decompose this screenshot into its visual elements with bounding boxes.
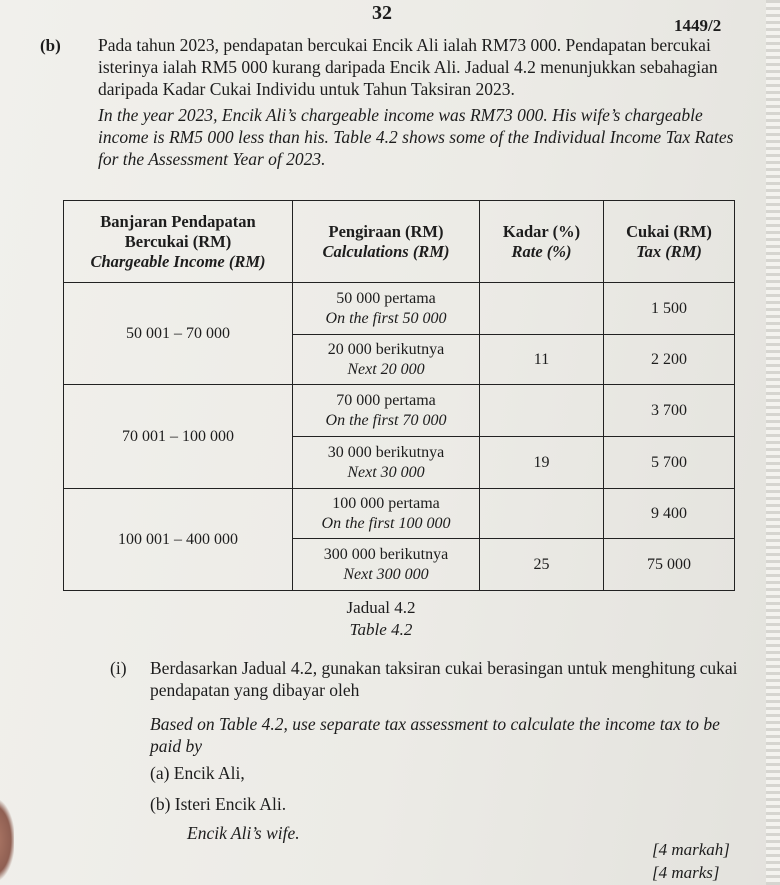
intro-english: In the year 2023, Encik Ali’s chargeable income was RM73 000. His wife’s chargeable income is RM5 000 less than his. Table 4.2 shows some of the Individual Income Tax Rates for the Assessment Year of 2023. — [98, 105, 734, 169]
calculation-cell — [293, 385, 480, 437]
calculation-cell — [293, 437, 480, 489]
table-caption-malay: Jadual 4.2 — [346, 598, 416, 617]
intro-malay: Pada tahun 2023, pendapatan bercukai Encik Ali ialah RM73 000. Pendapatan bercukai isterinya ialah RM5 000 kurang daripada Encik Ali. Jadual 4.2 menunjukkan sebahagian daripada Kadar Cukai Individu untuk Tahun Taksiran 2023. — [98, 35, 718, 99]
income-range-cell: 70 001 – 100 000 — [64, 385, 293, 489]
income-range-cell: 50 001 – 70 000 — [64, 283, 293, 385]
header-tax — [604, 201, 735, 283]
page-number: 32 — [372, 2, 392, 24]
rate-cell — [480, 489, 604, 539]
calc-english: On the first 50 000 — [325, 309, 447, 327]
part-label: (b) — [40, 36, 61, 55]
header-calc-english: Calculations (RM) — [322, 241, 450, 261]
calc-english: On the first 70 000 — [325, 411, 447, 429]
calc-english: Next 30 000 — [347, 463, 425, 481]
question-number: (i) — [110, 658, 127, 678]
header-income — [64, 201, 293, 283]
calc-malay: 100 000 pertama — [332, 494, 440, 512]
calc-malay: 20 000 berikutnya — [327, 340, 445, 358]
rate-cell: 19 — [480, 437, 604, 489]
table-caption-english: Table 4.2 — [349, 620, 413, 639]
question-part-a: (a) Encik Ali, — [150, 763, 245, 783]
header-tax-english: Tax (RM) — [636, 241, 702, 261]
table-row — [64, 489, 735, 539]
calc-malay: 300 000 berikutnya — [323, 545, 449, 563]
header-tax-malay: Cukai (RM) — [626, 221, 712, 241]
question-english: Based on Table 4.2, use separate tax assessment to calculate the income tax to be paid by — [150, 714, 720, 756]
calc-english: On the first 100 000 — [321, 514, 451, 532]
header-income-english: Chargeable Income (RM) — [90, 251, 266, 271]
calc-english: Next 20 000 — [347, 360, 425, 378]
header-calculations — [293, 201, 480, 283]
income-range-cell: 100 001 – 400 000 — [64, 489, 293, 591]
marks-malay: [4 markah] — [652, 840, 730, 859]
header-rate-english: Rate (%) — [511, 241, 572, 261]
table-row — [64, 385, 735, 437]
tax-cell: 3 700 — [604, 385, 735, 437]
calc-malay: 70 000 pertama — [336, 391, 436, 409]
calculation-cell — [293, 335, 480, 385]
rate-cell — [480, 283, 604, 335]
header-income-malay-1: Banjaran Pendapatan — [100, 211, 256, 231]
header-rate — [480, 201, 604, 283]
calculation-cell — [293, 539, 480, 591]
finger-shadow — [0, 800, 14, 880]
header-rate-malay: Kadar (%) — [502, 221, 581, 241]
tax-cell: 9 400 — [604, 489, 735, 539]
calc-malay: 30 000 berikutnya — [327, 443, 445, 461]
calc-english: Next 300 000 — [343, 565, 429, 583]
paper-code: 1449/2 — [674, 16, 722, 35]
tax-cell: 5 700 — [604, 437, 735, 489]
tax-cell: 2 200 — [604, 335, 735, 385]
calculation-cell — [293, 489, 480, 539]
question-malay: Berdasarkan Jadual 4.2, gunakan taksiran cukai berasingan untuk menghitung cukai pendapatan yang dibayar oleh — [150, 658, 738, 700]
header-income-malay-2: Bercukai (RM) — [124, 231, 232, 251]
tax-cell: 1 500 — [604, 283, 735, 335]
table-row — [64, 283, 735, 335]
rate-cell: 25 — [480, 539, 604, 591]
rate-cell: 11 — [480, 335, 604, 385]
table-header-row — [64, 201, 735, 283]
rate-cell — [480, 385, 604, 437]
question-part-b: (b) Isteri Encik Ali. — [150, 794, 287, 814]
page-edge — [766, 0, 780, 885]
header-calc-malay: Pengiraan (RM) — [328, 221, 444, 241]
marks-english: [4 marks] — [652, 863, 720, 882]
calculation-cell — [293, 283, 480, 335]
question-part-b-english: Encik Ali’s wife. — [187, 823, 300, 843]
tax-rate-table — [63, 200, 735, 585]
tax-cell: 75 000 — [604, 539, 735, 591]
calc-malay: 50 000 pertama — [336, 289, 436, 307]
